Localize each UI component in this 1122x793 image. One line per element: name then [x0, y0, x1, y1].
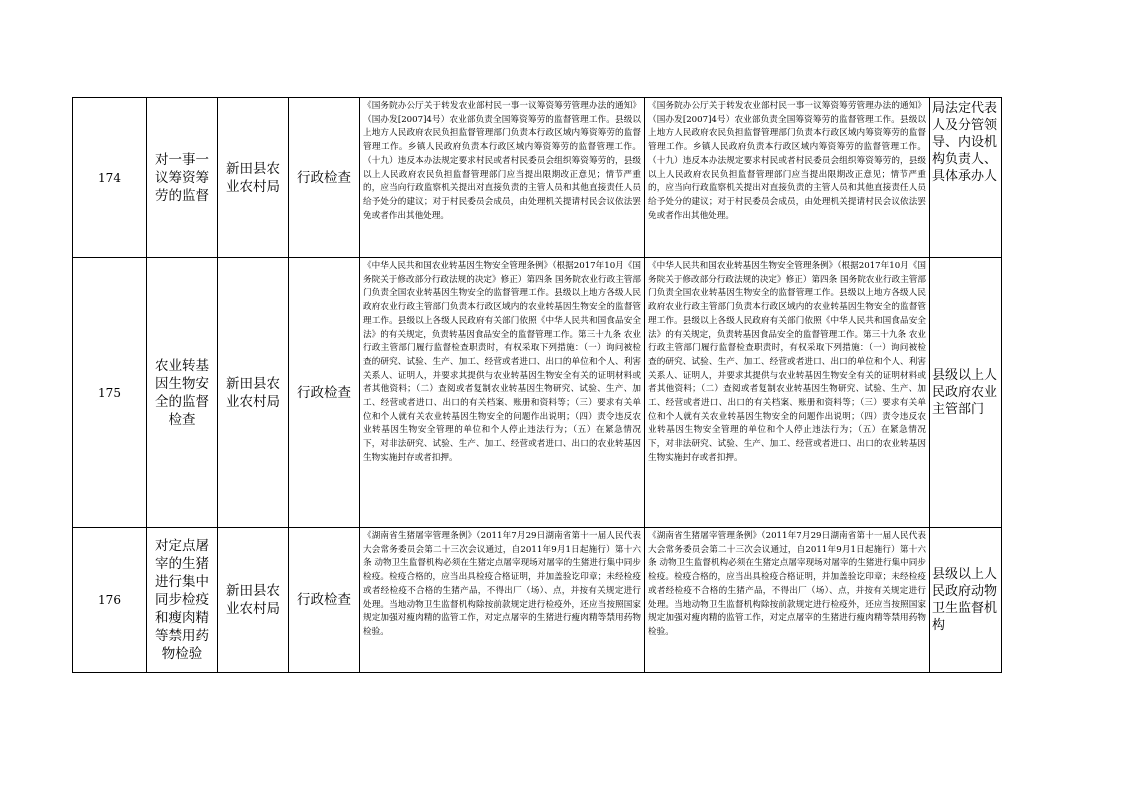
legal-basis: 《湖南省生猪屠宰管理条例》（2011年7月29日湖南省第十一届人民代表大会常务委员会第二十三次会议通过，自2011年9月1日起施行）第十六条 动物卫生监督机构必须在生猪定点屠宰现场对屠宰的生猪进行集中同步检疫。检疫合格的，应当出具检疫合格证明，并加盖验讫印章；未经检疫或者经检疫不合格的生猪产品，不得出厂（场）、点，并按有关规定进行处理。当地动物卫生监督机构除按前款规定进行检疫外，还应当按照国家规定加强对瘦肉精的监管工作，对定点屠宰的生猪进行瘦肉精等禁用药物检验。	[360, 528, 645, 673]
item-name: 对定点屠宰的生猪进行集中同步检疫和瘦肉精等禁用药物检验	[147, 528, 218, 673]
row-number: 175	[73, 258, 147, 528]
item-name: 对一事一议筹资筹劳的监督	[147, 98, 218, 258]
table-row	[73, 258, 1002, 528]
inspection-table	[72, 97, 1002, 673]
responsible-subject: 县级以上人民政府农业主管部门	[930, 258, 1002, 528]
legal-basis-duplicate: 《国务院办公厅关于转发农业部村民一事一议筹资筹劳管理办法的通知》（国办发[2007]4号）农业部负责全国筹资筹劳的监督管理工作。县级以上地方人民政府农民负担监督管理部门负责本行政区域内筹资筹劳的监督管理工作。乡镇人民政府负责本行政区域内筹资筹劳的监督管理工作。（十九）违反本办法规定要求村民或者村民委员会组织筹资筹劳的，县级以上人民政府农民负担监督管理部门应当提出限期改正意见；情节严重的，应当向行政监察机关提出对直接负责的主管人员和其他直接责任人员给予处分的建议；对于村民委员会成员，由处理机关提请村民会议依法罢免或者作出其他处理。	[645, 98, 930, 258]
table-row	[73, 528, 1002, 673]
action-type: 行政检查	[289, 98, 360, 258]
legal-basis: 《国务院办公厅关于转发农业部村民一事一议筹资筹劳管理办法的通知》（国办发[2007]4号）农业部负责全国筹资筹劳的监督管理工作。县级以上地方人民政府农民负担监督管理部门负责本行政区域内筹资筹劳的监督管理工作。乡镇人民政府负责本行政区域内筹资筹劳的监督管理工作。（十九）违反本办法规定要求村民或者村民委员会组织筹资筹劳的，县级以上人民政府农民负担监督管理部门应当提出限期改正意见；情节严重的，应当向行政监察机关提出对直接负责的主管人员和其他直接责任人员给予处分的建议；对于村民委员会成员，由处理机关提请村民会议依法罢免或者作出其他处理。	[360, 98, 645, 258]
item-name: 农业转基因生物安全的监督检查	[147, 258, 218, 528]
responsible-subject: 局法定代表人及分管领导、内设机构负责人、具体承办人	[930, 98, 1002, 258]
responsible-subject: 县级以上人民政府动物卫生监督机构	[930, 528, 1002, 673]
legal-basis-duplicate: 《中华人民共和国农业转基因生物安全管理条例》（根据2017年10月《国务院关于修改部分行政法规的决定》修正）第四条 国务院农业行政主管部门负责全国农业转基因生物安全的监督管理工作。县级以上地方各级人民政府农业行政主管部门负责本行政区域内的农业转基因生物安全的监督管理工作。县级以上各级人民政府有关部门依照《中华人民共和国食品安全法》的有关规定，负责转基因食品安全的监督管理工作。第三十九条 农业行政主管部门履行监督检查职责时，有权采取下列措施：（一）询问被检查的研究、试验、生产、加工、经营或者进口、出口的单位和个人、利害关系人、证明人，并要求其提供与农业转基因生物安全有关的证明材料或者其他资料；（二）查阅或者复制农业转基因生物研究、试验、生产、加工、经营或者进口、出口的有关档案、账册和资料等；（三）要求有关单位和个人就有关农业转基因生物安全的问题作出说明；（四）责令违反农业转基因生物安全管理的单位和个人停止违法行为；（五）在紧急情况下，对非法研究、试验、生产、加工、经营或者进口、出口的农业转基因生物实施封存或者扣押。	[645, 258, 930, 528]
department: 新田县农业农村局	[218, 258, 289, 528]
row-number: 174	[73, 98, 147, 258]
action-type: 行政检查	[289, 258, 360, 528]
legal-basis: 《中华人民共和国农业转基因生物安全管理条例》（根据2017年10月《国务院关于修改部分行政法规的决定》修正）第四条 国务院农业行政主管部门负责全国农业转基因生物安全的监督管理工作。县级以上地方各级人民政府农业行政主管部门负责本行政区域内的农业转基因生物安全的监督管理工作。县级以上各级人民政府有关部门依照《中华人民共和国食品安全法》的有关规定，负责转基因食品安全的监督管理工作。第三十九条 农业行政主管部门履行监督检查职责时，有权采取下列措施：（一）询问被检查的研究、试验、生产、加工、经营或者进口、出口的单位和个人、利害关系人、证明人，并要求其提供与农业转基因生物安全有关的证明材料或者其他资料；（二）查阅或者复制农业转基因生物研究、试验、生产、加工、经营或者进口、出口的有关档案、账册和资料等；（三）要求有关单位和个人就有关农业转基因生物安全的问题作出说明；（四）责令违反农业转基因生物安全管理的单位和个人停止违法行为；（五）在紧急情况下，对非法研究、试验、生产、加工、经营或者进口、出口的农业转基因生物实施封存或者扣押。	[360, 258, 645, 528]
department: 新田县农业农村局	[218, 98, 289, 258]
row-number: 176	[73, 528, 147, 673]
legal-basis-duplicate: 《湖南省生猪屠宰管理条例》（2011年7月29日湖南省第十一届人民代表大会常务委员会第二十三次会议通过，自2011年9月1日起施行）第十六条 动物卫生监督机构必须在生猪定点屠宰现场对屠宰的生猪进行集中同步检疫。检疫合格的，应当出具检疫合格证明，并加盖验讫印章；未经检疫或者经检疫不合格的生猪产品，不得出厂（场）、点，并按有关规定进行处理。当地动物卫生监督机构除按前款规定进行检疫外，还应当按照国家规定加强对瘦肉精的监管工作，对定点屠宰的生猪进行瘦肉精等禁用药物检验。	[645, 528, 930, 673]
action-type: 行政检查	[289, 528, 360, 673]
table-row	[73, 98, 1002, 258]
department: 新田县农业农村局	[218, 528, 289, 673]
